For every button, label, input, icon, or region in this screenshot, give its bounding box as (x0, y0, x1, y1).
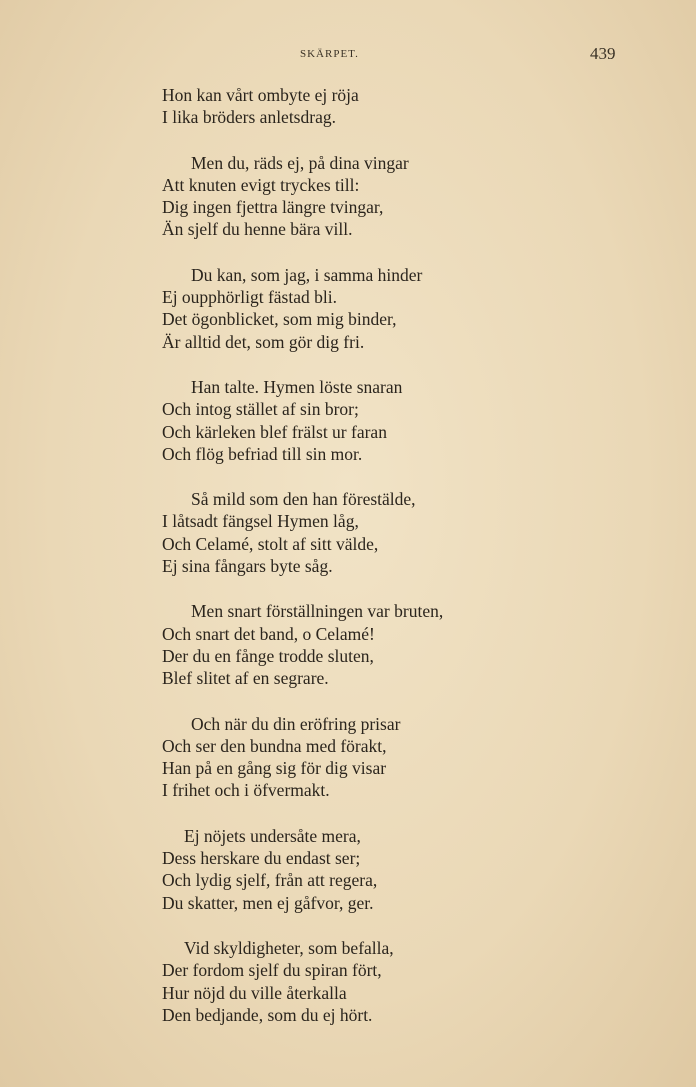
poem-line: Och ser den bundna med förakt, (162, 735, 387, 756)
poem-line: Än sjelf du henne bära vill. (162, 219, 353, 240)
stanza-9 (162, 937, 542, 1026)
poem-line: Du skatter, men ej gåfvor, ger. (162, 892, 374, 913)
poem-line: Och när du din eröfring prisar (191, 713, 401, 734)
poem-line: Och kärleken blef frälst ur faran (162, 421, 387, 442)
poem-line: I frihet och i öfvermakt. (162, 780, 330, 801)
poem-line: Ej oupphörligt fästad bli. (162, 287, 337, 308)
poem-line: Och snart det band, o Celamé! (162, 623, 375, 644)
poem-line: Men snart förställningen var bruten, (191, 601, 444, 622)
poem-line: Vid skyldigheter, som befalla, (184, 937, 394, 958)
running-title: SKÄRPET. (300, 48, 359, 60)
poem-line: Och Celamé, stolt af sitt välde, (162, 533, 379, 554)
stanza-5 (162, 488, 542, 577)
stanza-1 (162, 84, 542, 129)
poem-line: I låtsadt fängsel Hymen låg, (162, 511, 359, 532)
stanza-7 (162, 713, 542, 802)
poem-line: Ej sina fångars byte såg. (162, 556, 333, 577)
poem-line: Och lydig sjelf, från att regera, (162, 870, 378, 891)
poem-line: Den bedjande, som du ej hört. (162, 1004, 373, 1025)
poem-line: Du kan, som jag, i samma hinder (191, 264, 423, 285)
poem-line: Hon kan vårt ombyte ej röja (162, 85, 359, 105)
stanza-2 (162, 152, 542, 241)
running-head (0, 44, 696, 64)
poem-line: Han på en gång sig för dig visar (162, 758, 387, 779)
stanza-4 (162, 376, 542, 465)
poem-line: Det ögonblicket, som mig binder, (162, 309, 397, 330)
stanza-8 (162, 825, 542, 914)
poem-line: Ej nöjets undersåte mera, (184, 825, 361, 846)
poem-line: Blef slitet af en segrare. (162, 668, 329, 689)
page-number: 439 (590, 44, 616, 63)
poem-line: Hur nöjd du ville återkalla (162, 982, 347, 1003)
poem-line: Dess herskare du endast ser; (162, 848, 361, 869)
poem-line: Och intog stället af sin bror; (162, 399, 359, 420)
poem-line: Der fordom sjelf du spiran fört, (162, 960, 382, 981)
poem-line: Att knuten evigt tryckes till: (162, 174, 360, 195)
poem-body (162, 84, 542, 1049)
poem-line: Och flög befriad till sin mor. (162, 443, 363, 464)
stanza-3 (162, 264, 542, 353)
stanza-6 (162, 600, 542, 689)
poem-line: Han talte. Hymen löste snaran (191, 376, 403, 397)
poem-line: Så mild som den han förestälde, (191, 489, 416, 510)
poem-line: I lika bröders anletsdrag. (162, 107, 336, 128)
poem-line: Der du en fånge trodde sluten, (162, 645, 374, 666)
poem-line: Är alltid det, som gör dig fri. (162, 331, 365, 352)
poem-line: Dig ingen fjettra längre tvingar, (162, 197, 384, 218)
poem-line: Men du, räds ej, på dina vingar (191, 152, 409, 173)
